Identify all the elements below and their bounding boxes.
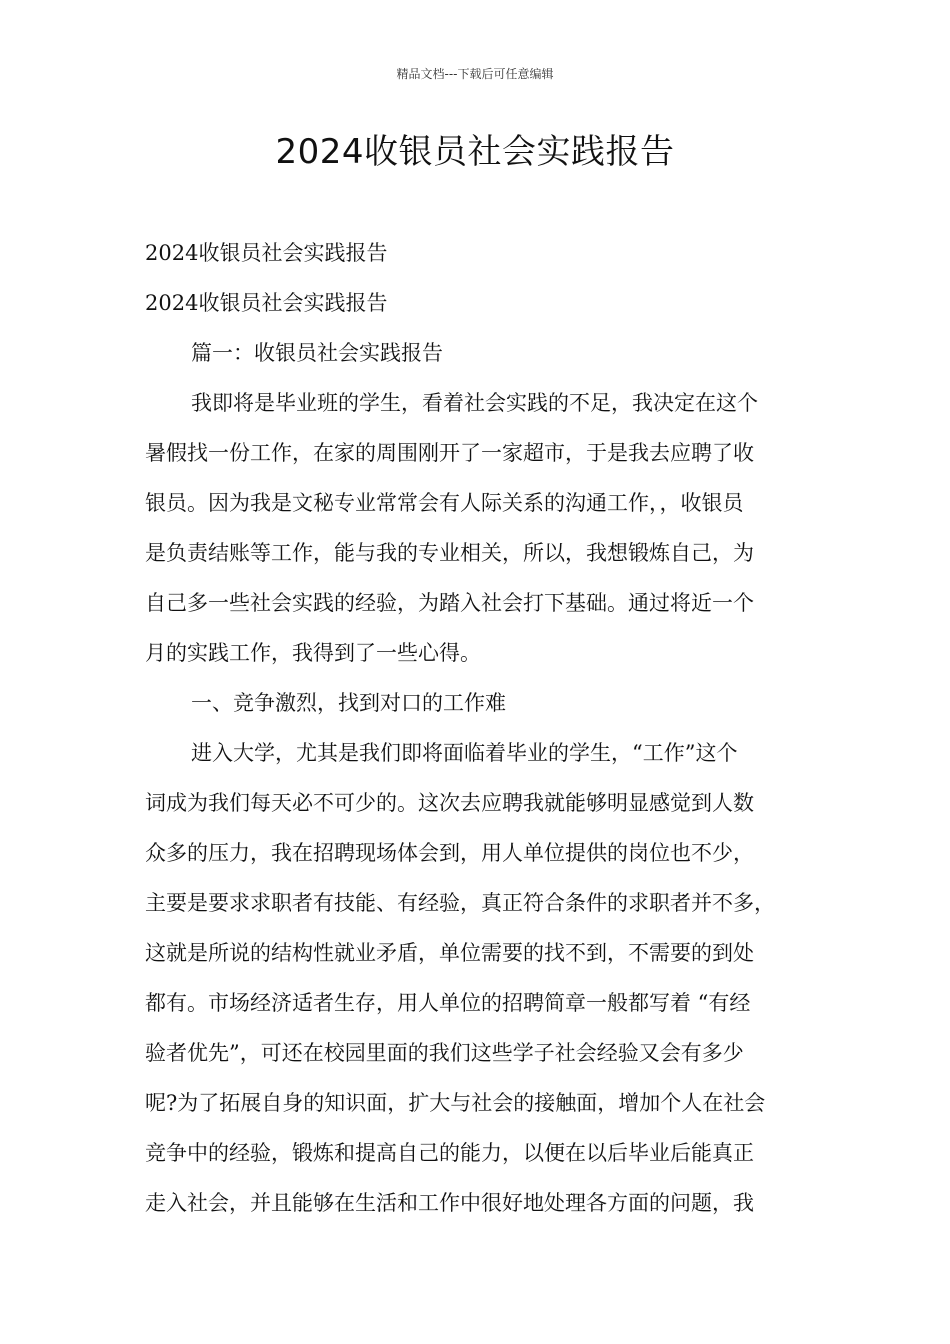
paragraph-line: 是负责结账等工作，能与我的专业相关，所以，我想锻炼自己，为 xyxy=(145,541,754,565)
document-body xyxy=(145,228,810,1228)
paragraph-line: 银员。因为我是文秘专业常常会有人际关系的沟通工作，，收银员 xyxy=(145,491,744,515)
paragraph-line: 都有。市场经济适者生存，用人单位的招聘简章一般都写着 “有经 xyxy=(145,991,751,1015)
paragraph-line: 竞争中的经验，锻炼和提高自己的能力，以便在以后毕业后能真正 xyxy=(145,1141,754,1165)
document-title: 2024收银员社会实践报告 xyxy=(275,132,675,172)
paragraph-line: 2024收银员社会实践报告 xyxy=(145,291,388,315)
paragraph-line: 月的实践工作，我得到了一些心得。 xyxy=(145,641,481,665)
paragraph-line: 呢?为了拓展自身的知识面，扩大与社会的接触面，增加个人在社会 xyxy=(145,1091,766,1115)
paragraph-line: 主要是要求求职者有技能、有经验，真正符合条件的求职者并不多， xyxy=(145,891,775,915)
paragraph-line: 一、竞争激烈，找到对口的工作难 xyxy=(191,691,506,715)
header-note: 精品文档---下载后可任意编辑 xyxy=(396,67,554,81)
paragraph-line: 词成为我们每天必不可少的。这次去应聘我就能够明显感觉到人数 xyxy=(145,791,754,815)
paragraph-line: 走入社会，并且能够在生活和工作中很好地处理各方面的问题，我 xyxy=(145,1191,754,1215)
paragraph-line: 这就是所说的结构性就业矛盾，单位需要的找不到，不需要的到处 xyxy=(145,941,754,965)
paragraph-line: 自己多一些社会实践的经验，为踏入社会打下基础。通过将近一个 xyxy=(145,591,754,615)
paragraph-line: 我即将是毕业班的学生，看着社会实践的不足，我决定在这个 xyxy=(191,391,758,415)
paragraph-line: 众多的压力，我在招聘现场体会到，用人单位提供的岗位也不少， xyxy=(145,841,754,865)
paragraph-line: 验者优先”，可还在校园里面的我们这些学子社会经验又会有多少 xyxy=(145,1041,744,1065)
paragraph-line: 篇一：收银员社会实践报告 xyxy=(191,341,443,365)
paragraph-line: 2024收银员社会实践报告 xyxy=(145,241,388,265)
paragraph-line: 进入大学，尤其是我们即将面临着毕业的学生，“工作”这个 xyxy=(191,741,738,765)
paragraph-line: 暑假找一份工作，在家的周围刚开了一家超市，于是我去应聘了收 xyxy=(145,441,754,465)
